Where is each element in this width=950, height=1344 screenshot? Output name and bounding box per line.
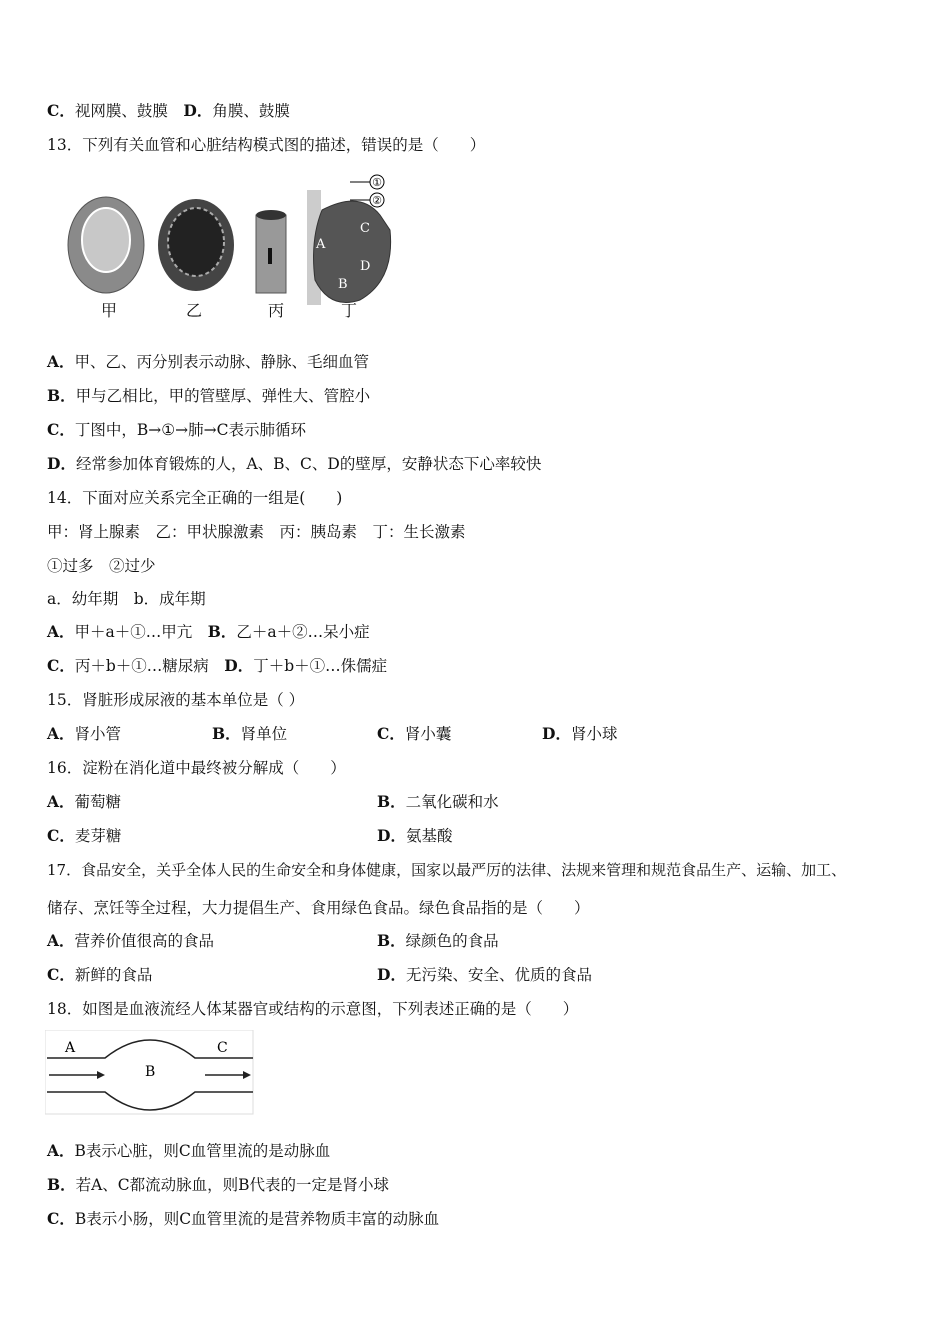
option-key: A． [47,352,75,371]
q18-option-b [47,1175,389,1195]
option-text: 绿颜色的食品 [405,932,499,950]
q13-option-d [47,454,541,474]
option-key: C． [47,656,75,675]
option-text: B表示小肠，则C血管里流的是营养物质丰富的动脉血 [74,1210,440,1228]
q14-options-ab [47,622,370,642]
mark-b: B [338,277,348,292]
q12-options [47,101,290,121]
q15-option-d [542,724,617,744]
option-key: D． [224,656,254,675]
option-text: 肾小球 [570,725,618,743]
label-yi: 乙 [186,301,203,320]
q14-options-cd [47,656,387,676]
option-text: 丙＋b＋①…糖尿病 [74,657,209,675]
q16-option-d [377,826,452,846]
q13-option-a [47,352,369,372]
option-text: 新鲜的食品 [74,966,153,984]
label-a: A [65,1040,76,1056]
option-key: A． [47,931,75,950]
q18-option-a [47,1141,330,1161]
q15-option-a [47,724,121,744]
q17-option-b [377,931,499,951]
option-key: B． [377,931,406,950]
option-text: 丁图中，B→①→肺→C表示肺循环 [74,421,306,439]
q18-stem: 18．如图是血液流经人体某器官或结构的示意图，下列表述正确的是（ ） [47,1000,579,1018]
q17-option-a [47,931,214,951]
label-b: B [145,1064,156,1080]
option-text: 麦芽糖 [74,827,122,845]
option-key: A． [47,622,75,641]
option-key: C． [47,420,75,439]
blood-flow-diagram [45,1030,255,1115]
option-text: 甲与乙相比，甲的管壁厚、弹性大、管腔小 [75,387,371,405]
q18-option-c [47,1209,439,1229]
option-text: 乙＋a＋②…呆小症 [236,623,370,641]
q14-stem: 14．下面对应关系完全正确的一组是( ) [47,489,343,507]
option-text: B表示心脏，则C血管里流的是动脉血 [74,1142,331,1160]
q15-option-c [377,724,451,744]
option-key: B． [47,386,76,405]
option-key: A． [47,1141,75,1160]
option-c: 视网膜、鼓膜 [74,102,168,120]
option-text: 肾小囊 [404,725,452,743]
option-text: 丁＋b＋①…侏儒症 [253,657,388,675]
q14-ages: a．幼年期 b．成年期 [47,590,206,608]
option-text: 无污染、安全、优质的食品 [405,966,592,984]
q16-option-c [47,826,121,846]
q16-option-a [47,792,121,812]
option-text: 肾小管 [74,725,122,743]
mark-2: ② [372,194,382,207]
label-c: C [217,1040,228,1056]
option-key: B． [47,1175,76,1194]
option-key: D． [47,454,76,473]
label-bing: 丙 [268,301,285,320]
option-text: 甲、乙、丙分别表示动脉、静脉、毛细血管 [74,353,370,371]
q17-option-c [47,965,152,985]
q14-hormones: 甲：肾上腺素 乙：甲状腺激素 丙：胰岛素 丁：生长激素 [47,523,466,541]
option-text: 葡萄糖 [74,793,122,811]
option-key: D． [377,965,406,984]
option-key: C． [47,101,75,120]
mark-d: D [360,259,371,274]
q17-stem-line1: 17．食品安全，关乎全体人民的生命安全和身体健康，国家以最严厉的法律、法规来管理和规范食品生产、运输、加工、 [47,861,847,879]
option-key: C． [377,724,405,743]
option-key: C． [47,826,75,845]
option-text: 营养价值很高的食品 [74,932,215,950]
mark-1: ① [372,176,382,189]
option-key: C． [47,965,75,984]
q15-option-b [212,724,287,744]
option-key: C． [47,1209,75,1228]
option-key: D． [377,826,406,845]
mark-c: C [360,221,370,236]
option-text: 氨基酸 [405,827,453,845]
q14-amounts: ①过多 ②过少 [47,557,156,575]
option-key: B． [212,724,241,743]
q17-stem-line2: 储存、烹饪等全过程，大力提倡生产、食用绿色食品。绿色食品指的是（ ） [47,899,590,917]
option-text: 甲＋a＋①…甲亢 [74,623,193,641]
q16-stem: 16．淀粉在消化道中最终被分解成（ ） [47,759,346,777]
option-key: A． [47,792,75,811]
q13-option-b [47,386,370,406]
option-text: 经常参加体育锻炼的人，A、B、C、D的壁厚，安静状态下心率较快 [75,455,542,473]
option-key: A． [47,724,75,743]
option-key: B． [207,622,237,641]
option-text: 二氧化碳和水 [405,793,499,811]
q13-stem: 13．下列有关血管和心脏结构模式图的描述，错误的是（ ） [47,136,486,154]
option-text: 若A、C都流动脉血，则B代表的一定是肾小球 [75,1176,390,1194]
q16-option-b [377,792,499,812]
option-key: D． [183,101,213,120]
label-ding: 丁 [341,301,358,320]
q15-stem: 15．肾脏形成尿液的基本单位是（ ） [47,691,305,709]
option-key: D． [542,724,571,743]
q17-option-d [377,965,592,985]
label-jia: 甲 [101,301,118,320]
mark-a: A [316,237,326,252]
q13-option-c [47,420,306,440]
option-text: 肾单位 [240,725,288,743]
option-d: 角膜、鼓膜 [212,102,290,120]
option-key: B． [377,792,406,811]
